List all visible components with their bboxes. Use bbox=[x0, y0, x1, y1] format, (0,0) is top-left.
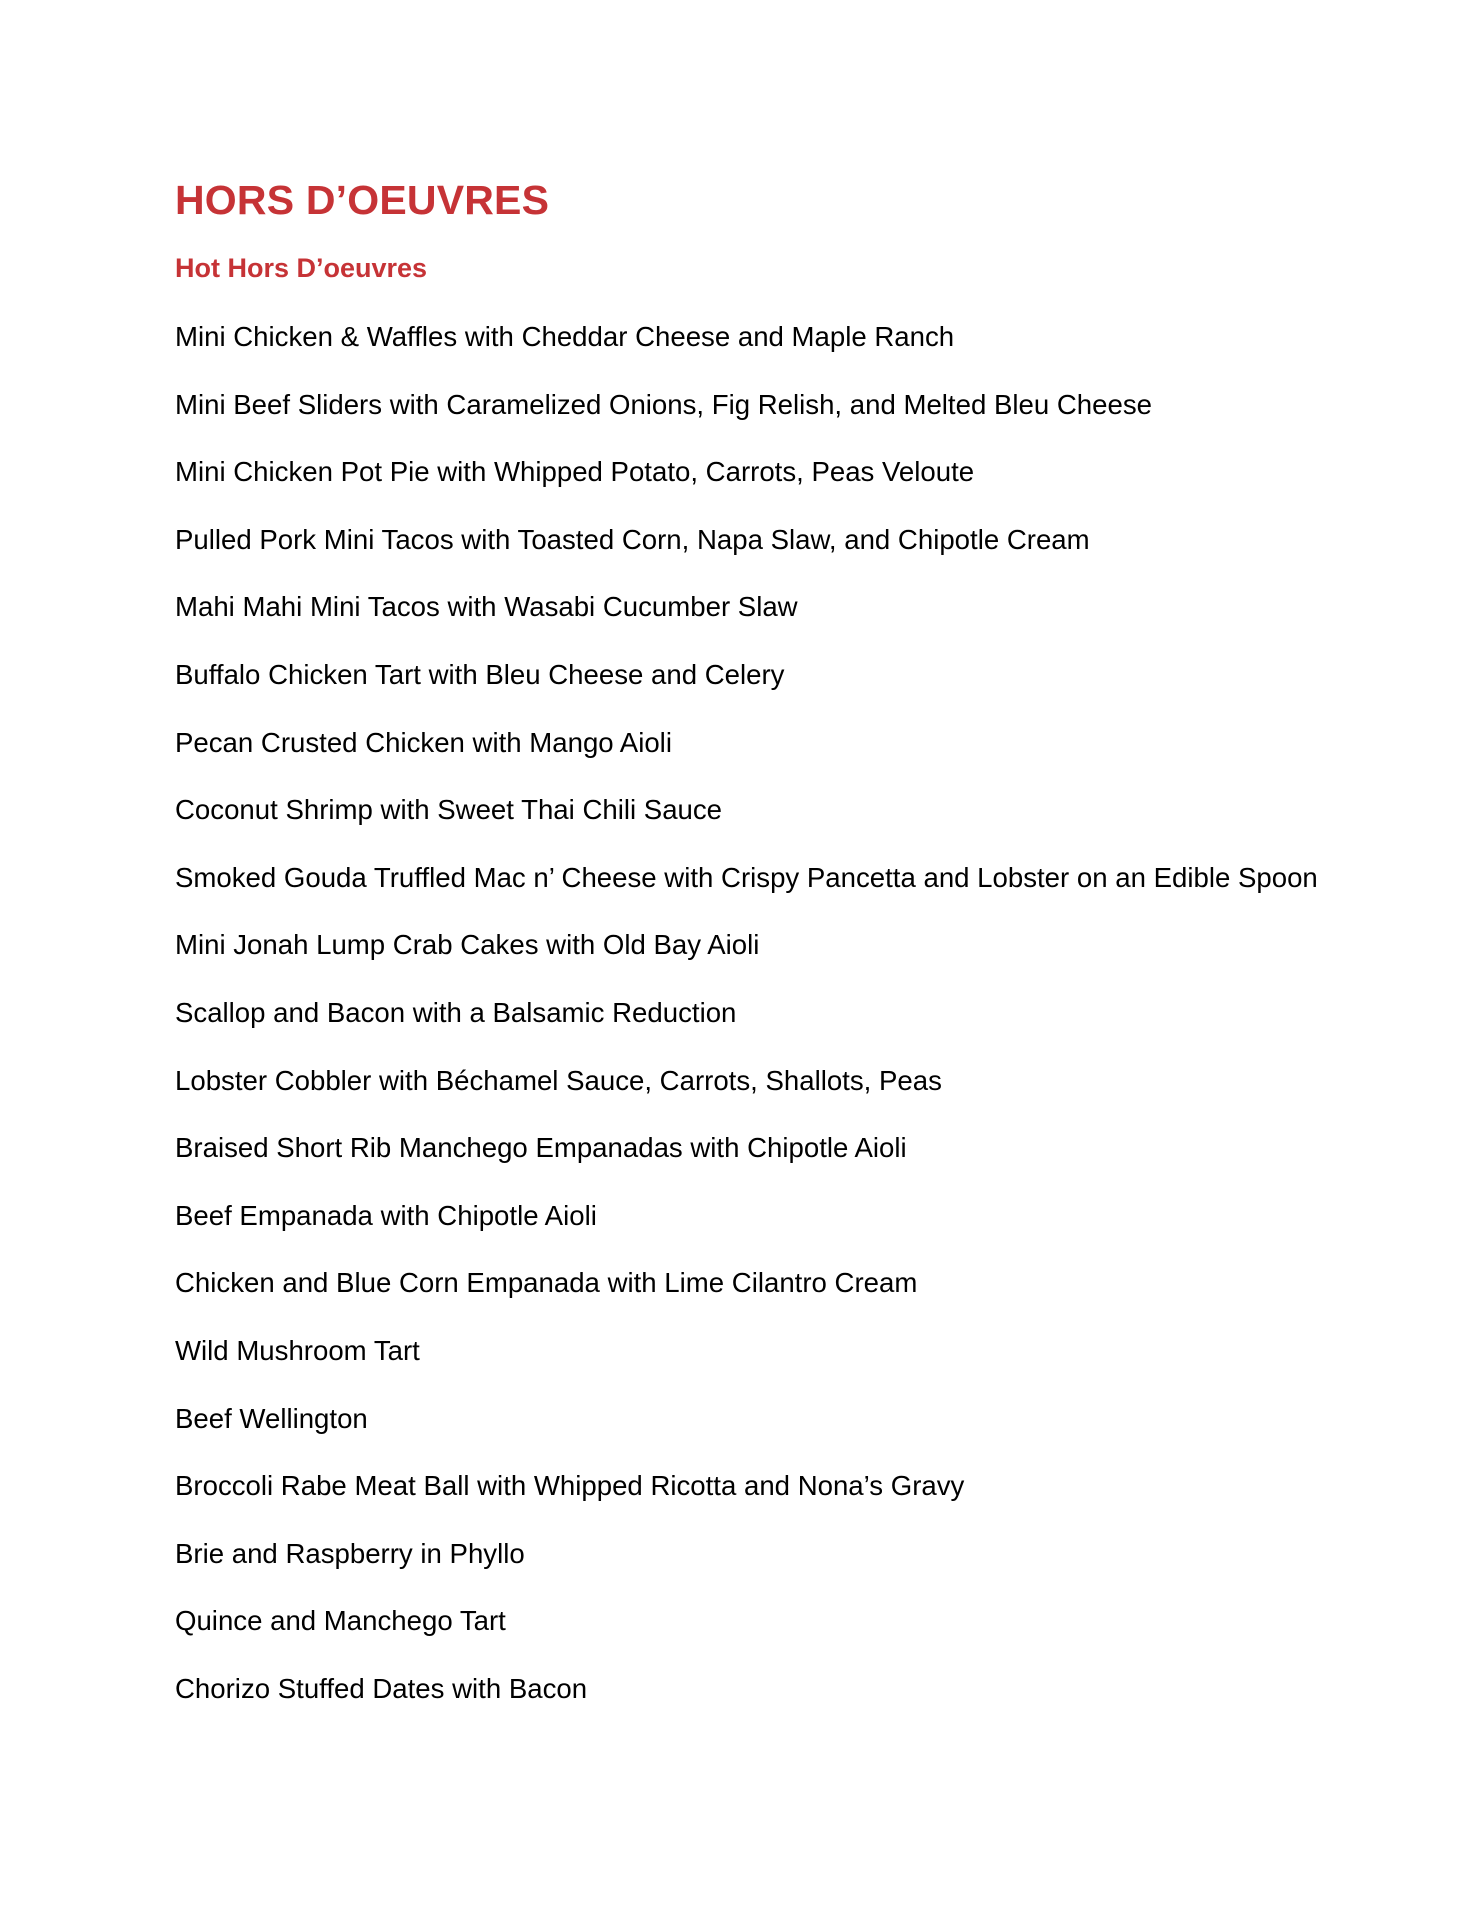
menu-item: Pulled Pork Mini Tacos with Toasted Corn, Napa Slaw, and Chipotle Cream bbox=[175, 523, 1090, 555]
menu-item: Mini Chicken Pot Pie with Whipped Potato, Carrots, Peas Veloute bbox=[175, 456, 975, 488]
menu-item: Wild Mushroom Tart bbox=[175, 1334, 420, 1366]
menu-item: Chorizo Stuffed Dates with Bacon bbox=[175, 1672, 588, 1704]
menu-item: Mini Jonah Lump Crab Cakes with Old Bay Aioli bbox=[175, 929, 760, 961]
menu-item: Mahi Mahi Mini Tacos with Wasabi Cucumber Slaw bbox=[175, 591, 798, 623]
menu-item: Lobster Cobbler with Béchamel Sauce, Carrots, Shallots, Peas bbox=[175, 1064, 942, 1096]
section-heading: Hot Hors D’oeuvres bbox=[175, 253, 428, 283]
page-title: HORS D’OEUVRES bbox=[175, 177, 550, 223]
menu-item: Mini Chicken & Waffles with Cheddar Cheese and Maple Ranch bbox=[175, 321, 955, 352]
menu-item: Pecan Crusted Chicken with Mango Aioli bbox=[175, 726, 672, 758]
menu-item: Broccoli Rabe Meat Ball with Whipped Ricotta and Nona’s Gravy bbox=[175, 1470, 965, 1502]
menu-item: Buffalo Chicken Tart with Bleu Cheese and Celery bbox=[175, 658, 785, 690]
menu-item: Braised Short Rib Manchego Empanadas with Chipotle Aioli bbox=[175, 1132, 907, 1164]
menu-item: Beef Empanada with Chipotle Aioli bbox=[175, 1199, 597, 1231]
menu-item: Chicken and Blue Corn Empanada with Lime Cilantro Cream bbox=[175, 1267, 918, 1299]
menu-item: Quince and Manchego Tart bbox=[175, 1605, 506, 1637]
menu-content bbox=[175, 176, 1325, 1704]
menu-item-list bbox=[175, 320, 1325, 1739]
menu-item: Coconut Shrimp with Sweet Thai Chili Sauce bbox=[175, 794, 723, 826]
menu-item: Brie and Raspberry in Phyllo bbox=[175, 1537, 525, 1569]
menu-item: Beef Wellington bbox=[175, 1402, 368, 1434]
menu-item: Smoked Gouda Truffled Mac n’ Cheese with Crispy Pancetta and Lobster on an Edible Spoon bbox=[175, 861, 1318, 893]
menu-item: Scallop and Bacon with a Balsamic Reduction bbox=[175, 996, 737, 1028]
menu-item: Mini Beef Sliders with Caramelized Onions, Fig Relish, and Melted Bleu Cheese bbox=[175, 388, 1152, 420]
